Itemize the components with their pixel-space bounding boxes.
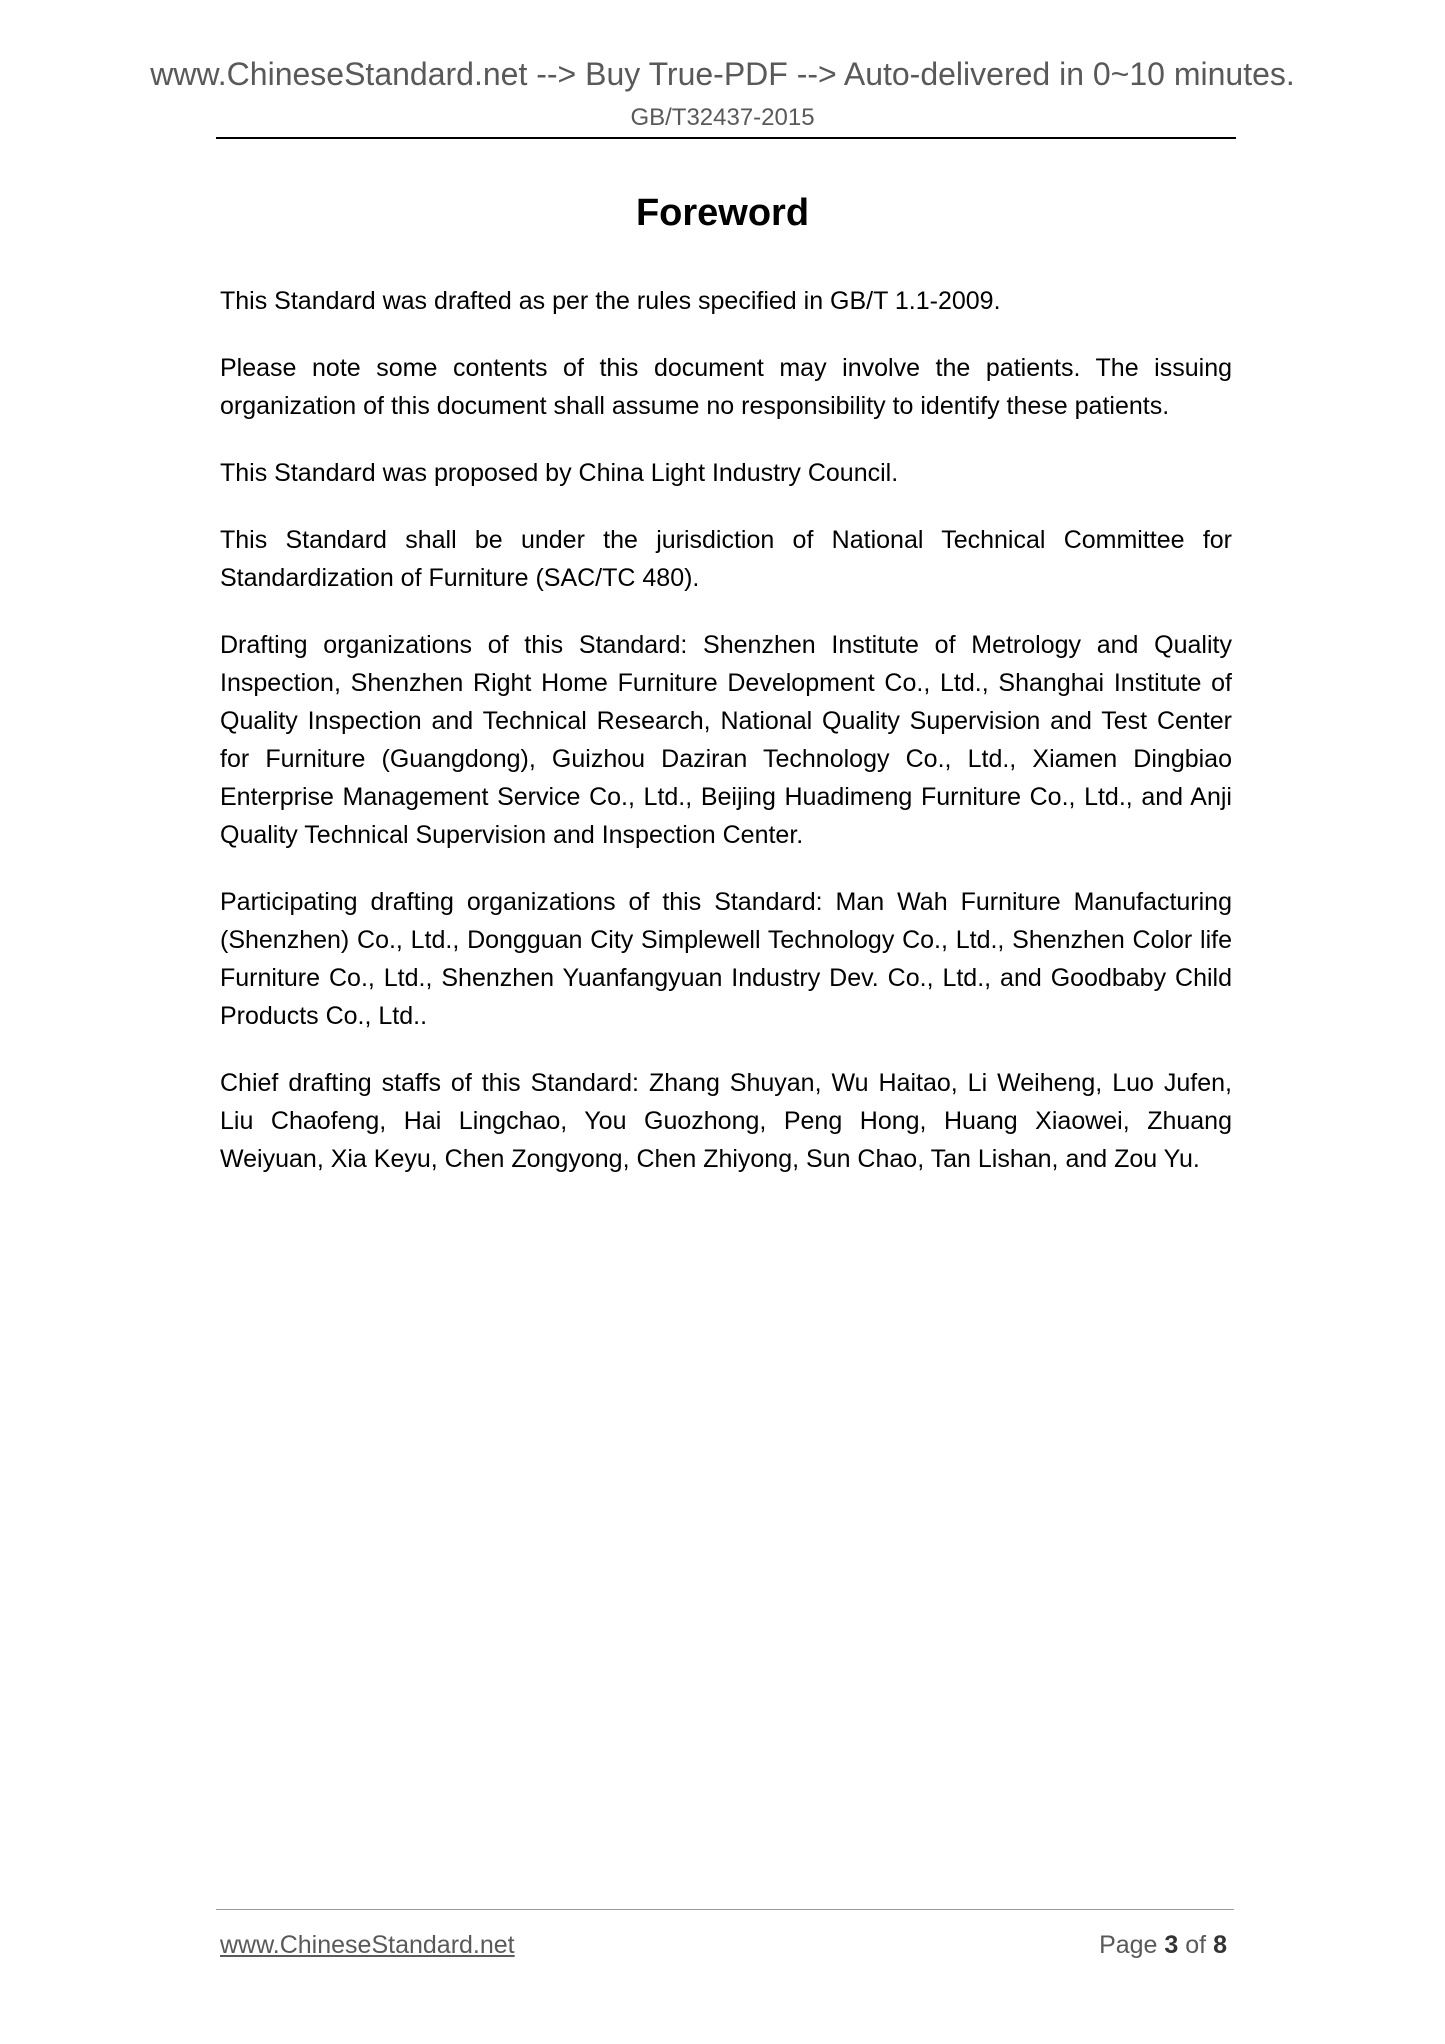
page-prefix: Page [1099, 1931, 1158, 1959]
standard-code: GB/T32437-2015 [630, 104, 815, 131]
page-of: of [1185, 1931, 1207, 1959]
footer-divider [216, 1909, 1234, 1910]
header-divider [216, 137, 1236, 139]
paragraph-proposed-by: This Standard was proposed by China Light Industry Council. [220, 459, 899, 487]
page-total: 8 [1213, 1931, 1227, 1959]
paragraph-chief-drafting-staffs: Chief drafting staffs of this Standard: Zhang Shuyan, Wu Haitao, Li Weiheng, Luo Jufen, Liu Chaofeng, Hai Lingchao, You Guozhong, Peng Hong, Huang Xiaowei, Zhuang Weiyuan, Xia Keyu, Chen Zongyong, Chen Zhiyong, Sun Chao, Tan Lishan, and Zou Yu. [220, 1069, 1232, 1173]
page-number [1099, 1930, 1227, 1960]
page-title: Foreword [635, 192, 810, 234]
paragraph-participating-organizations: Participating drafting organizations of this Standard: Man Wah Furniture Manufacturing (Shenzhen) Co., Ltd., Dongguan City Simplewell Technology Co., Ltd., Shenzhen Color life Furniture Co., Ltd., Shenzhen Yuanfangyuan Industry Dev. Co., Ltd., and Goodbaby Child Products Co., Ltd.. [220, 888, 1232, 1030]
page-current: 3 [1164, 1931, 1179, 1959]
foreword-body [220, 282, 1232, 1207]
paragraph-jurisdiction: This Standard shall be under the jurisdiction of National Technical Committee for Standardization of Furniture (SAC/TC 480). [220, 526, 1232, 592]
header-banner: www.ChineseStandard.net --> Buy True-PDF --> Auto-delivered in 0~10 minutes. [150, 56, 1295, 92]
paragraph-drafting-organizations: Drafting organizations of this Standard: Shenzhen Institute of Metrology and Quality Inspection, Shenzhen Right Home Furniture Development Co., Ltd., Shanghai Institute of Quality Inspection and Technical Research, National Quality Supervision and Test Center for Furniture (Guangdong), Guizhou Daziran Technology Co., Ltd., Xiamen Dingbiao Enterprise Management Service Co., Ltd., Beijing Huadimeng Furniture Co., Ltd., and Anji Quality Technical Supervision and Inspection Center. [220, 631, 1232, 849]
paragraph-drafting-rules: This Standard was drafted as per the rules specified in GB/T 1.1-2009. [220, 287, 1001, 315]
paragraph-patents-notice: Please note some contents of this document may involve the patients. The issuing organization of this document shall assume no responsibility to identify these patients. [220, 354, 1232, 420]
footer-website-link[interactable]: www.ChineseStandard.net [220, 1931, 515, 1959]
